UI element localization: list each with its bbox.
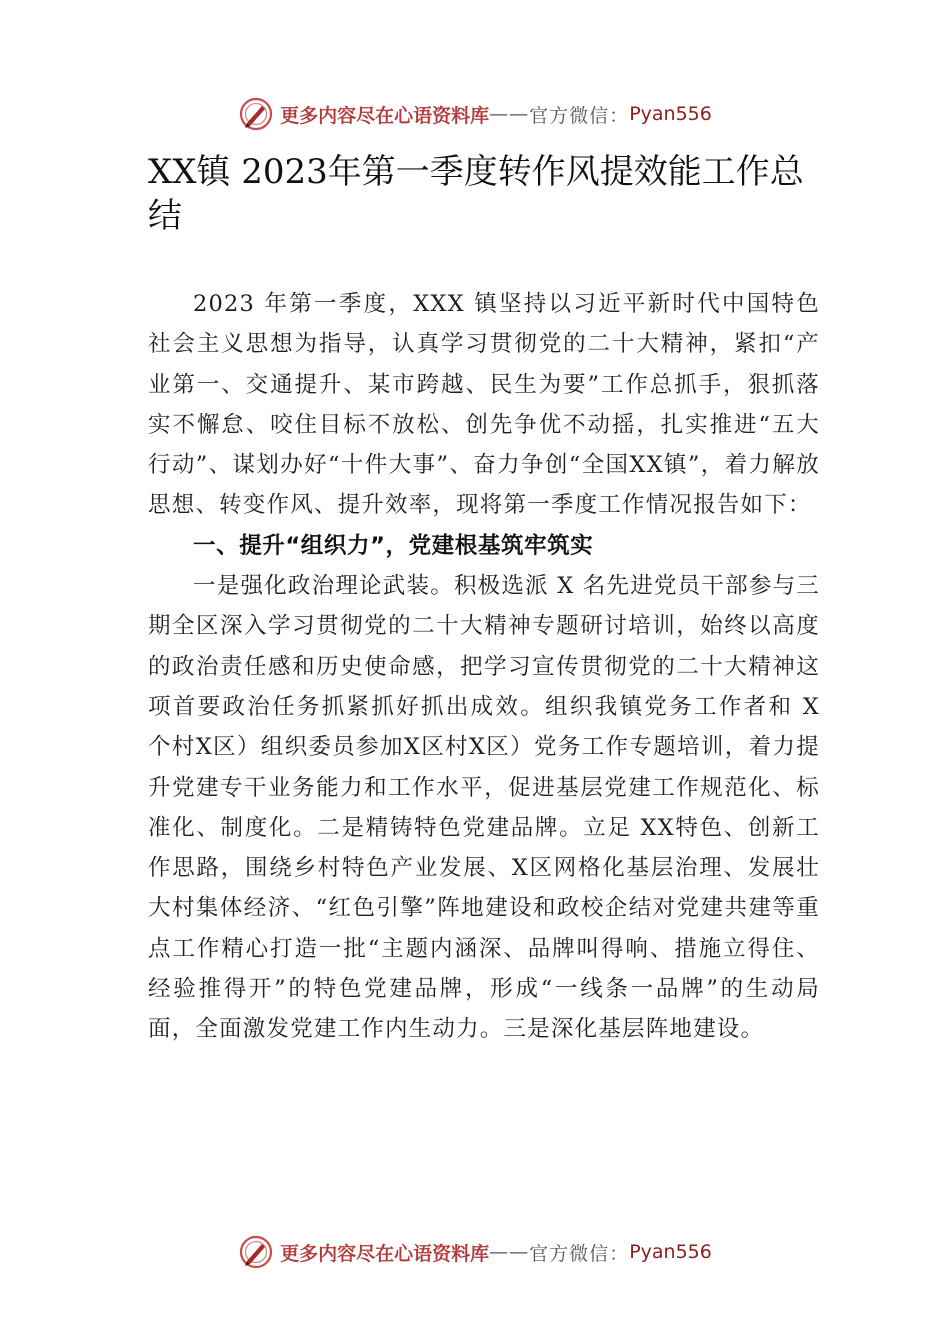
watermark-dash: —— bbox=[489, 103, 530, 125]
watermark-dash: —— bbox=[489, 1241, 530, 1263]
section-heading: 一、提升“组织力”，党建根基筑牢筑实 bbox=[193, 532, 594, 559]
pen-logo-icon bbox=[238, 96, 274, 132]
intro-paragraph: 2023 年第一季度，XXX 镇坚持以习近平新时代中国特色社会主义思想为指导，认真学习贯彻党的二十大精神，紧扣“产业第一、交通提升、某市跨越、民生为要”工作总抓手，狠抓落实不懈怠、咬住目标不放松、创先争优不动摇，扎实推进“五大行动”、谋划办好“十件大事”、奋力争创“全国XX镇”，着力解放思想、转变作风、提升效率，现将第一季度工作情况报告如下： bbox=[148, 291, 820, 519]
section-paragraph: 一是强化政治理论武装。积极选派 X 名先进党员干部参与三期全区深入学习贯彻党的二十大精神专题研讨培训，始终以高度的政治责任感和历史使命感，把学习宣传贯彻党的二十大精神这项首要政治任务抓紧抓好抓出成效。组织我镇党务工作者和 X 个村X区）组织委员参加X区村X区）党务工作专题培训，着力提升党建专干业务能力和工作水平，促进基层党建工作规范化、标准化、制度化。二是精铸特色党建品牌。立足 XX特色、创新工作思路，围绕乡村特色产业发展、X区网格化基层治理、发展壮大村集体经济、“红色引擎”阵地建设和政校企结对党建共建等重点工作精心打造一批“主题内涵深、品牌叫得响、措施立得住、经验推得开”的特色党建品牌，形成“一线条一品牌”的生动局面，全面激发党建工作内生动力。三是深化基层阵地建设。 bbox=[148, 573, 820, 1043]
watermark-library-text: 更多内容尽在心语资料库 bbox=[280, 1242, 490, 1265]
document-body bbox=[148, 284, 820, 1050]
header-watermark bbox=[0, 94, 950, 134]
watermark-library-text: 更多内容尽在心语资料库 bbox=[280, 104, 490, 127]
footer-watermark bbox=[0, 1232, 950, 1272]
watermark-wechat-id: Pyan556 bbox=[629, 1241, 712, 1263]
watermark-wechat-label: 官方微信： bbox=[529, 104, 630, 127]
watermark-wechat-id: Pyan556 bbox=[629, 103, 712, 125]
document-title: XX镇 2023年第一季度转作风提效能工作总结 bbox=[148, 152, 804, 236]
pen-logo-icon bbox=[238, 1234, 274, 1270]
watermark-wechat-label: 官方微信： bbox=[529, 1242, 630, 1265]
